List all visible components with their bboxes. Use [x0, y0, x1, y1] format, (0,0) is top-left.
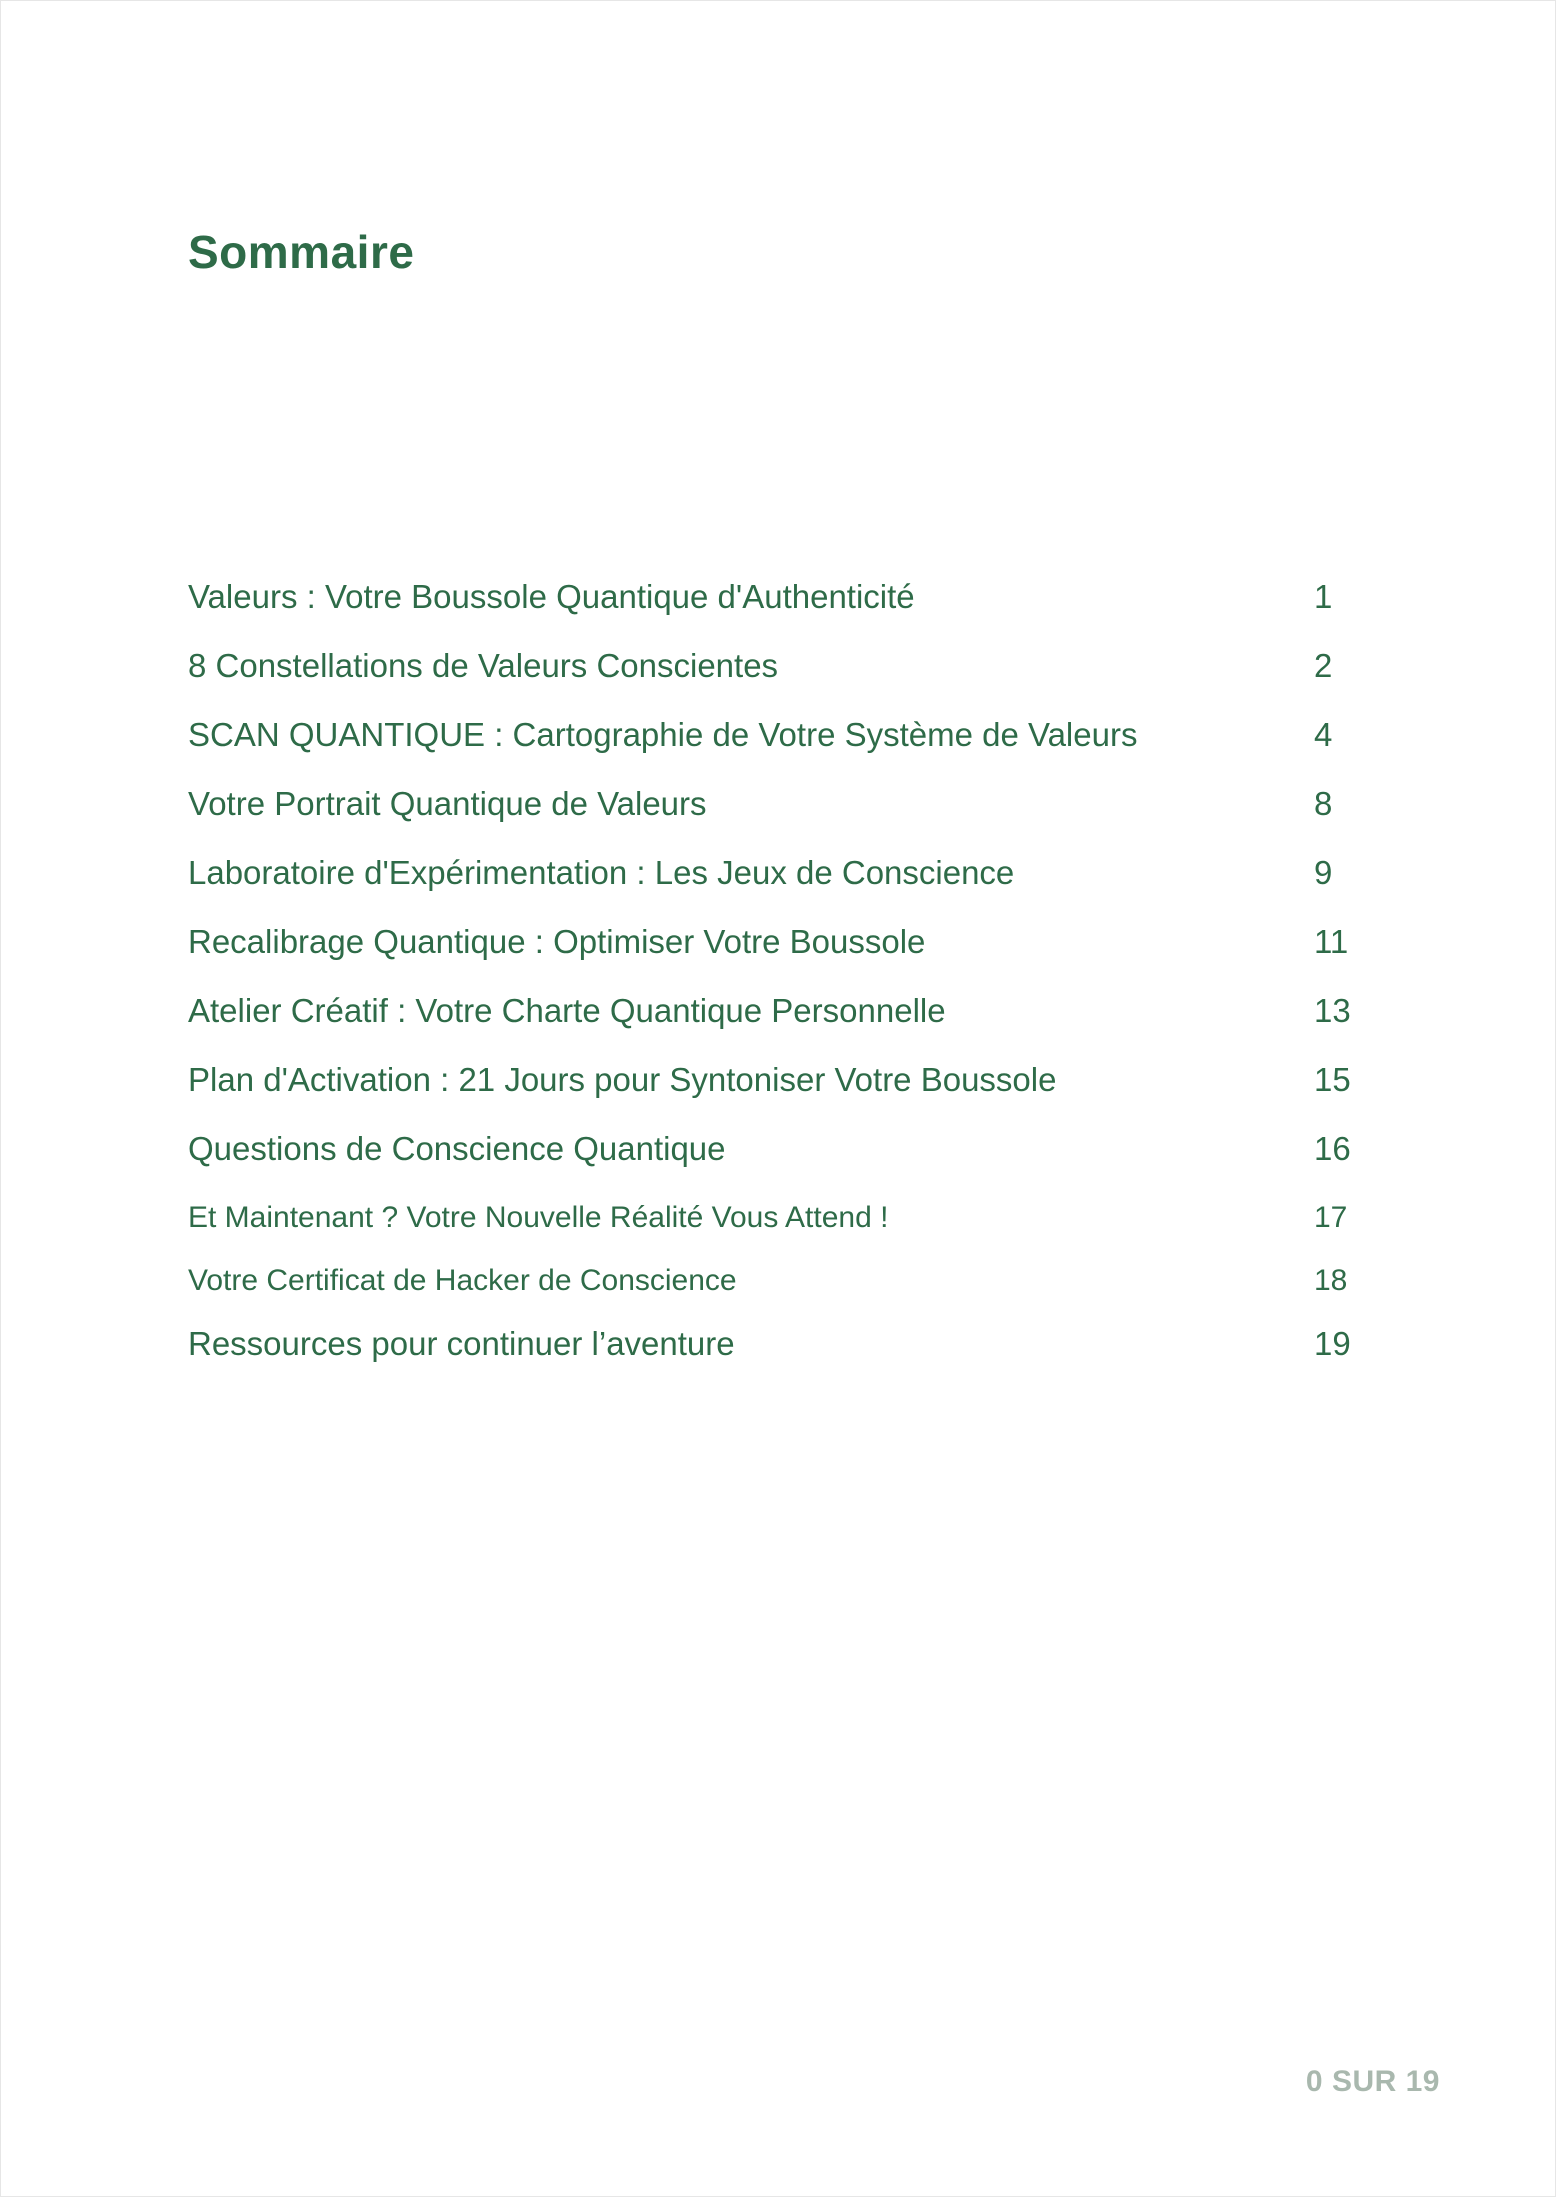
toc-entry[interactable] — [188, 1251, 1348, 1314]
toc-entry-label: Votre Certificat de Hacker de Conscience — [188, 1264, 737, 1297]
table-of-contents — [188, 567, 1351, 1383]
toc-entry[interactable] — [188, 1050, 1351, 1119]
toc-entry[interactable] — [188, 981, 1351, 1050]
toc-entry-page: 11 — [1314, 923, 1349, 960]
toc-entry[interactable] — [188, 1188, 1348, 1251]
toc-entry[interactable] — [188, 843, 1348, 912]
toc-entry[interactable] — [188, 1314, 1351, 1383]
toc-entry-label: Atelier Créatif : Votre Charte Quantique Personnelle — [188, 992, 946, 1029]
toc-entry-page: 4 — [1314, 716, 1333, 753]
toc-entry-page: 19 — [1314, 1325, 1351, 1362]
toc-entry[interactable] — [188, 774, 1348, 843]
toc-entry-page: 9 — [1314, 854, 1333, 891]
toc-entry-page: 1 — [1314, 578, 1333, 615]
toc-entry-label: Votre Portrait Quantique de Valeurs — [188, 785, 707, 822]
toc-entry-page: 16 — [1314, 1130, 1351, 1167]
toc-entry-label: SCAN QUANTIQUE : Cartographie de Votre Système de Valeurs — [188, 716, 1138, 753]
toc-entry-label: Et Maintenant ? Votre Nouvelle Réalité Vous Attend ! — [188, 1201, 889, 1234]
toc-entry-label: Ressources pour continuer l’aventure — [188, 1325, 735, 1362]
toc-entry[interactable] — [188, 1119, 1351, 1188]
toc-entry-label: Laboratoire d'Expérimentation : Les Jeux de Conscience — [188, 854, 1015, 891]
toc-entry-page: 15 — [1314, 1061, 1351, 1098]
page-counter: 0 SUR 19 — [1305, 2065, 1440, 2098]
toc-entry-page: 13 — [1314, 992, 1351, 1029]
page-title: Sommaire — [188, 226, 415, 278]
toc-entry-label: Valeurs : Votre Boussole Quantique d'Authenticité — [188, 578, 915, 615]
toc-entry-label: Questions de Conscience Quantique — [188, 1130, 726, 1167]
toc-entry-page: 18 — [1314, 1264, 1348, 1297]
toc-entry[interactable] — [188, 636, 1348, 705]
toc-entry-label: Recalibrage Quantique : Optimiser Votre Boussole — [188, 923, 926, 960]
toc-entry[interactable] — [188, 567, 1348, 636]
toc-entry[interactable] — [188, 705, 1348, 774]
toc-entry-page: 17 — [1314, 1201, 1348, 1234]
toc-entry-page: 2 — [1314, 647, 1333, 684]
toc-entry-page: 8 — [1314, 785, 1333, 822]
toc-entry-label: 8 Constellations de Valeurs Conscientes — [188, 647, 779, 684]
toc-entry[interactable] — [188, 912, 1348, 981]
toc-entry-label: Plan d'Activation : 21 Jours pour Syntoniser Votre Boussole — [188, 1061, 1057, 1098]
